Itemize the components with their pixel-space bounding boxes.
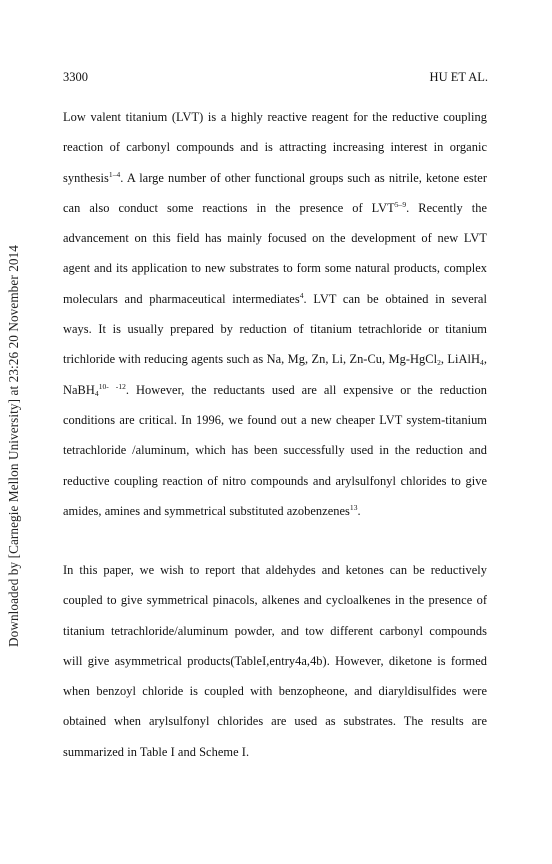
paragraph-results: In this paper, we wish to report that aldehydes and ketones can be reductively coupled to give symmetrical pinacols, alkenes and cycloalkenes in the presence of titanium tetrachloride/aluminum powder, and tow different carbonyl compounds will give asymmetrical products(TableI,entry4a,4b). However, diketone is formed when benzoyl chloride is coupled with benzopheone, and diaryldisulfides were obtained when arylsulfonyl chlorides are used as substrates. The results are summarized in Table I and Scheme I. [63, 563, 487, 759]
page-number: 3300 [63, 70, 88, 84]
download-watermark [4, 236, 24, 656]
text-segment: , NaBH [63, 352, 487, 397]
citation-ref: 4 [299, 290, 304, 300]
running-head-authors: HU ET AL. [429, 70, 488, 84]
citation-ref: 5–9 [394, 199, 407, 209]
text-segment: . A large number of other functional groups such as nitrile, ketone ester can also conduct some reactions in the presence of LVT [63, 170, 487, 215]
text-segment: . [357, 503, 361, 518]
citation-ref: 1–4 [108, 169, 121, 179]
text-segment: , LiAlH [440, 352, 481, 367]
chemical-subscript: 4 [94, 388, 99, 398]
chemical-subscript: 4 [480, 358, 484, 368]
download-note: Downloaded by [Carnegie Mellon University] at 23:26 20 November 2014 [6, 245, 21, 647]
text-segment: . Recently the advancement on this field has mainly focused on the development of new LVT agent and its application to new substrates to form some natural products, complex moleculars and pharmaceutical intermediates [63, 200, 487, 306]
chemical-subscript: 2 [437, 358, 441, 368]
citation-ref: -12 [115, 381, 126, 391]
running-header [63, 70, 488, 86]
text-segment: Low valent titanium (LVT) is a highly reactive reagent for the reductive coupling reaction of carbonyl compounds and is attracting increasing interest in organic synthesis [63, 110, 487, 185]
paragraph-introduction [63, 102, 487, 526]
text-segment: . LVT can be obtained in several ways. It is usually prepared by reduction of titanium tetrachloride or titanium trichloride with reducing agents such as Na, Mg, Zn, Li, Zn-Cu, Mg-HgCl [63, 291, 487, 367]
citation-ref: 13 [349, 502, 358, 512]
citation-ref: 10- [98, 381, 109, 391]
text-segment: . However, the reductants used are all expensive or the reduction conditions are critical. In 1996, we found out a new cheaper LVT system-titanium tetrachloride /aluminum, which has been successfully used in the reduction and reductive coupling reaction of nitro compounds and arylsulfonyl chlorides to give amides, amines and symmetrical substituted azobenzenes [63, 382, 487, 518]
